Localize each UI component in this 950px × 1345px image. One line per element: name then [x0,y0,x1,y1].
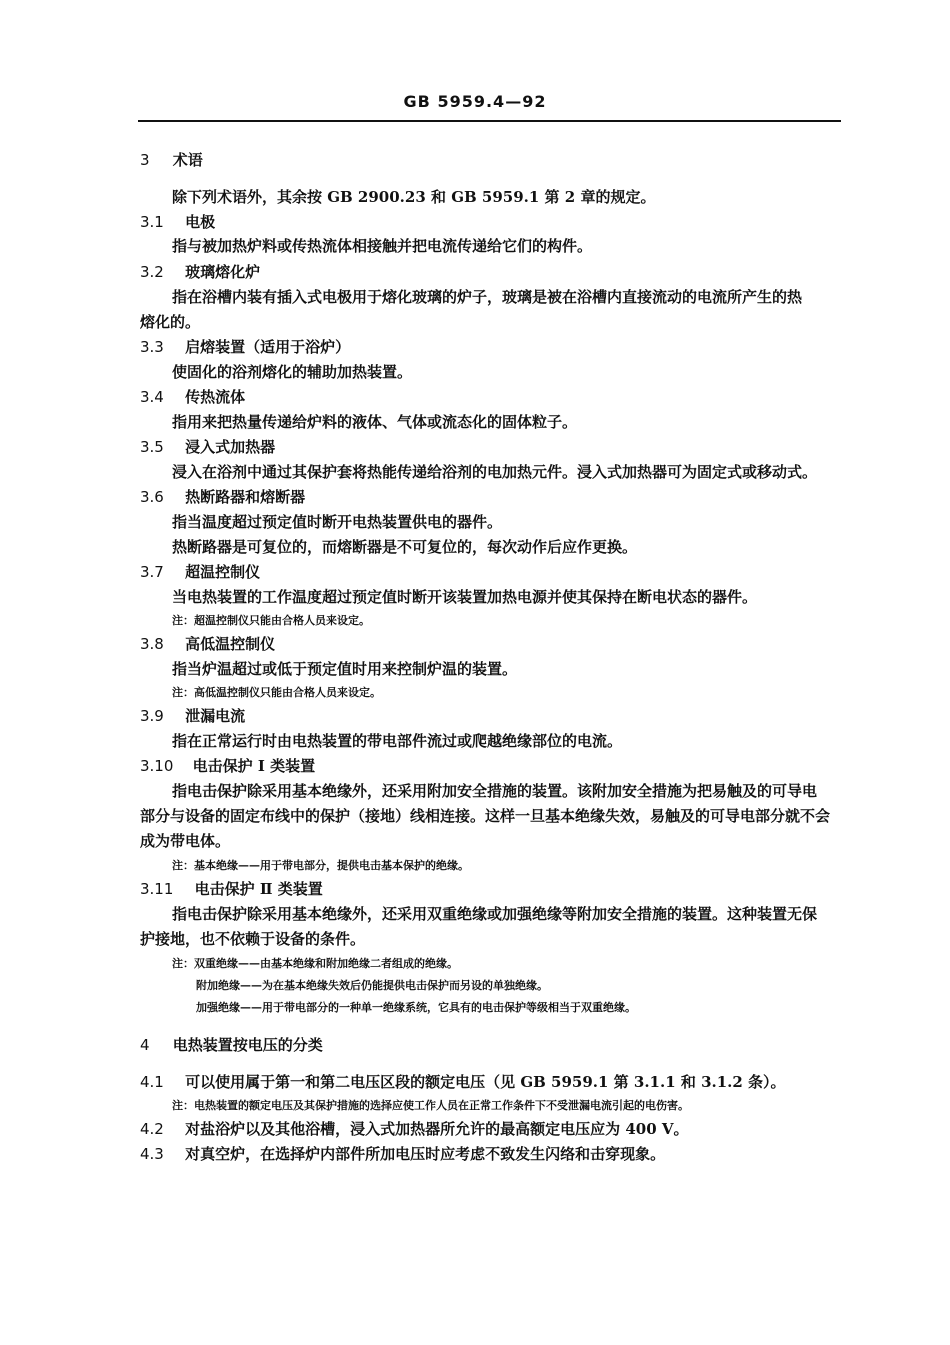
clause-3-1-body: 指与被加热炉料或传热流体相接触并把电流传递给它们的构件。 [172,237,593,255]
clause-3-8-body: 指当炉温超过或低于预定值时用来控制炉温的装置。 [172,660,518,678]
clause-3-1-heading [140,212,215,232]
clause-3-9-body: 指在正常运行时由电热装置的带电部件流过或爬越绝缘部位的电流。 [172,732,623,750]
clause-3-6-body-2: 热断路器是可复位的，而熔断器是不可复位的，每次动作后应作更换。 [172,538,638,556]
clause-4-1-note: 注：电热装置的额定电压及其保护措施的选择应使工作人员在正常工作条件下不受泄漏电流引起的电伤害。 [172,1099,689,1112]
clause-3-10-body-3: 成为带电体。 [140,832,231,850]
clause-number: 4.2 [140,1120,164,1138]
section-4-title: 电热装置按电压的分类 [172,1036,323,1054]
clause-3-10-note: 注：基本绝缘——用于带电部分，提供电击基本保护的绝缘。 [172,859,469,872]
clause-3-10-body-1: 指电击保护除采用基本绝缘外，还采用附加安全措施的装置。该附加安全措施为把易触及的可导电 [172,782,818,800]
clause-title: 热断路器和熔断器 [185,488,306,506]
clause-number: 3.7 [140,563,164,581]
clause-number: 3.11 [140,880,174,898]
clause-number: 3.10 [140,757,174,775]
clause-number: 3.4 [140,388,164,406]
clause-3-6-body-1: 指当温度超过预定值时断开电热装置供电的器件。 [172,513,503,531]
clause-number: 3.3 [140,338,164,356]
clause-title: 泄漏电流 [185,707,246,725]
clause-3-8-heading [140,634,275,654]
clause-4-2 [140,1119,689,1139]
clause-4-3 [140,1144,665,1164]
section-3-title: 术语 [172,151,203,169]
clause-number: 3.1 [140,213,164,231]
clause-3-2-heading [140,262,260,282]
clause-title: 电击保护 I 类装置 [192,757,316,775]
section-3-number: 3 [140,151,150,169]
clause-3-11-note-3: 加强绝缘——用于带电部分的一种单一绝缘系统，它具有的电击保护等级相当于双重绝缘。 [196,1001,636,1014]
clause-number: 3.9 [140,707,164,725]
clause-number: 4.1 [140,1073,164,1091]
clause-3-4-heading [140,387,245,407]
clause-3-7-note: 注：超温控制仪只能由合格人员来设定。 [172,614,370,627]
clause-title: 高低温控制仪 [185,635,276,653]
clause-text: 对盐浴炉以及其他浴槽，浸入式加热器所允许的最高额定电压应为 400 V。 [185,1120,689,1138]
clause-3-11-body-1: 指电击保护除采用基本绝缘外，还采用双重绝缘或加强绝缘等附加安全措施的装置。这种装置无保 [172,905,818,923]
section-3-heading [140,150,203,170]
section-4-number: 4 [140,1036,150,1054]
clause-3-5-heading [140,437,275,457]
clause-text: 可以使用属于第一和第二电压区段的额定电压（见 GB 5959.1 第 3.1.1 和 3.1.2 条）。 [185,1073,786,1091]
clause-3-11-note-1: 注：双重绝缘——由基本绝缘和附加绝缘二者组成的绝缘。 [172,957,458,970]
clause-text: 对真空炉，在选择炉内部件所加电压时应考虑不致发生闪络和击穿现象。 [185,1145,666,1163]
clause-number: 3.5 [140,438,164,456]
clause-3-11-note-2: 附加绝缘——为在基本绝缘失效后仍能提供电击保护而另设的单独绝缘。 [196,979,548,992]
clause-title: 玻璃熔化炉 [185,263,261,281]
page-header: GB 5959.4—92 [403,92,547,111]
clause-3-7-heading [140,562,260,582]
clause-3-10-heading [140,756,315,776]
clause-3-9-heading [140,706,245,726]
clause-number: 3.8 [140,635,164,653]
clause-title: 电极 [185,213,216,231]
clause-3-4-body: 指用来把热量传递给炉料的液体、气体或流态化的固体粒子。 [172,413,578,431]
clause-3-7-body: 当电热装置的工作温度超过预定值时断开该装置加热电源并使其保持在断电状态的器件。 [172,588,758,606]
clause-3-3-body: 使固化的浴剂熔化的辅助加热装置。 [172,363,413,381]
clause-3-2-body-2: 熔化的。 [140,313,201,331]
clause-number: 3.6 [140,488,164,506]
clause-title: 启熔装置（适用于浴炉） [185,338,351,356]
clause-4-1 [140,1072,786,1092]
clause-3-11-body-2: 护接地，也不依赖于设备的条件。 [140,930,366,948]
clause-number: 4.3 [140,1145,164,1163]
clause-3-11-heading [140,879,323,899]
clause-title: 传热流体 [185,388,246,406]
header-rule [138,120,841,122]
clause-3-2-body-1: 指在浴槽内装有插入式电极用于熔化玻璃的炉子，玻璃是被在浴槽内直接流动的电流所产生的热 [172,288,803,306]
clause-3-6-heading [140,487,305,507]
clause-title: 电击保护 Ⅱ 类装置 [194,880,323,898]
clause-3-10-body-2: 部分与设备的固定布线中的保护（接地）线相连接。这样一旦基本绝缘失效，易触及的可导电部分就不会 [140,807,831,825]
section-3-intro: 除下列术语外，其余按 GB 2900.23 和 GB 5959.1 第 2 章的规定。 [172,188,656,206]
section-4-heading [140,1035,323,1055]
clause-3-8-note: 注：高低温控制仪只能由合格人员来设定。 [172,686,381,699]
clause-number: 3.2 [140,263,164,281]
clause-title: 浸入式加热器 [185,438,276,456]
clause-3-5-body: 浸入在浴剂中通过其保护套将热能传递给浴剂的电加热元件。浸入式加热器可为固定式或移动式。 [172,463,818,481]
clause-3-3-heading [140,337,350,357]
clause-title: 超温控制仪 [185,563,261,581]
